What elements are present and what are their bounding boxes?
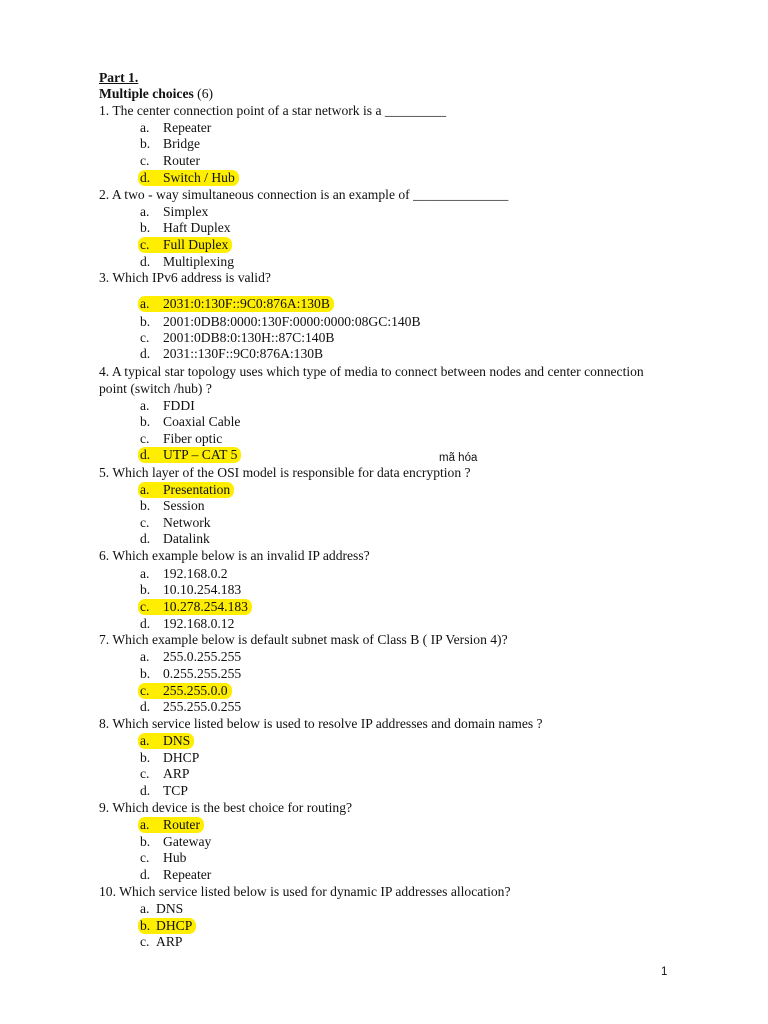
option-letter: b. bbox=[140, 666, 151, 681]
option-7b bbox=[140, 666, 241, 682]
question-10: 10. Which service listed below is used for dynamic IP addresses allocation? bbox=[99, 884, 511, 899]
option-letter: a. bbox=[140, 733, 150, 748]
margin-annotation: mã hóa bbox=[439, 452, 478, 464]
option-5d bbox=[140, 531, 210, 547]
option-text: Hub bbox=[163, 850, 187, 865]
option-text: 255.255.0.0 bbox=[163, 683, 228, 698]
question-4-continued: point (switch /hub) ? bbox=[99, 381, 212, 396]
question-4: 4. A typical star topology uses which type of media to connect between nodes and center connection bbox=[99, 364, 644, 379]
option-text: ARP bbox=[163, 766, 190, 781]
option-letter: b. bbox=[140, 498, 151, 513]
option-text: Repeater bbox=[163, 120, 212, 135]
option-text: DHCP bbox=[156, 918, 193, 933]
option-3a-answer bbox=[138, 296, 334, 312]
option-text: DHCP bbox=[163, 750, 200, 765]
option-10a bbox=[140, 901, 183, 917]
option-text: 2031::130F::9C0:876A:130B bbox=[163, 346, 324, 361]
option-text: Presentation bbox=[163, 482, 231, 497]
option-text: 255.0.255.255 bbox=[163, 649, 242, 664]
option-text: Switch / Hub bbox=[163, 170, 235, 185]
option-text: Simplex bbox=[163, 204, 209, 219]
question-7: 7. Which example below is default subnet mask of Class B ( IP Version 4)? bbox=[99, 632, 508, 647]
option-text: 10.10.254.183 bbox=[163, 582, 242, 597]
question-2: 2. A two - way simultaneous connection is an example of ______________ bbox=[99, 187, 509, 202]
option-9b bbox=[140, 834, 211, 850]
option-letter: c. bbox=[140, 330, 150, 345]
option-letter: b. bbox=[140, 750, 151, 765]
option-text: Repeater bbox=[163, 867, 212, 882]
option-8b bbox=[140, 750, 199, 766]
option-letter: b. bbox=[140, 220, 151, 235]
option-text: Router bbox=[163, 817, 200, 832]
section-heading-bold: Multiple choices bbox=[99, 86, 194, 101]
option-7a bbox=[140, 649, 241, 665]
option-8c bbox=[140, 766, 189, 782]
option-letter: c. bbox=[140, 683, 150, 698]
option-letter: b. bbox=[140, 582, 151, 597]
option-letter: a. bbox=[140, 296, 150, 311]
option-letter: b. bbox=[140, 918, 151, 933]
option-text: 2031:0:130F::9C0:876A:130B bbox=[163, 296, 330, 311]
option-2d bbox=[140, 254, 234, 270]
option-8a-answer bbox=[138, 733, 194, 749]
option-text: ARP bbox=[156, 934, 183, 949]
option-7d bbox=[140, 699, 241, 715]
option-text: 2001:0DB8:0:130H::87C:140B bbox=[163, 330, 335, 345]
option-letter: d. bbox=[140, 699, 151, 714]
option-6b bbox=[140, 582, 241, 598]
question-1: 1. The center connection point of a star network is a _________ bbox=[99, 103, 447, 118]
option-text: Network bbox=[163, 515, 211, 530]
option-9a-answer bbox=[138, 817, 204, 833]
option-2c-answer bbox=[138, 237, 232, 253]
option-letter: a. bbox=[140, 901, 150, 916]
page-number: 1 bbox=[661, 966, 668, 978]
option-text: 255.255.0.255 bbox=[163, 699, 242, 714]
option-text: Full Duplex bbox=[163, 237, 229, 252]
question-6: 6. Which example below is an invalid IP address? bbox=[99, 548, 370, 563]
option-text: FDDI bbox=[163, 398, 195, 413]
option-1d-answer bbox=[138, 170, 239, 186]
option-letter: d. bbox=[140, 447, 151, 462]
option-7c-answer bbox=[138, 683, 232, 699]
option-text: Session bbox=[163, 498, 205, 513]
option-letter: a. bbox=[140, 204, 150, 219]
option-letter: d. bbox=[140, 170, 151, 185]
option-5c bbox=[140, 515, 211, 531]
option-text: Haft Duplex bbox=[163, 220, 231, 235]
option-letter: a. bbox=[140, 120, 150, 135]
option-1a bbox=[140, 120, 211, 136]
option-4b bbox=[140, 414, 240, 430]
option-letter: c. bbox=[140, 515, 150, 530]
option-3c bbox=[140, 330, 334, 346]
option-text: Gateway bbox=[163, 834, 212, 849]
option-letter: a. bbox=[140, 817, 150, 832]
option-letter: a. bbox=[140, 649, 150, 664]
option-letter: c. bbox=[140, 934, 150, 949]
option-text: Fiber optic bbox=[163, 431, 223, 446]
option-8d bbox=[140, 783, 188, 799]
option-letter: d. bbox=[140, 254, 151, 269]
option-4d-answer bbox=[138, 447, 241, 463]
option-2b bbox=[140, 220, 231, 236]
option-text: DNS bbox=[156, 901, 184, 916]
option-text: UTP – CAT 5 bbox=[163, 447, 238, 462]
option-letter: c. bbox=[140, 766, 150, 781]
section-heading bbox=[99, 86, 213, 102]
option-letter: b. bbox=[140, 136, 151, 151]
option-9c bbox=[140, 850, 186, 866]
option-text: Router bbox=[163, 153, 200, 168]
option-letter: b. bbox=[140, 834, 151, 849]
option-letter: c. bbox=[140, 237, 150, 252]
question-5: 5. Which layer of the OSI model is responsible for data encryption ? bbox=[99, 465, 471, 480]
option-6c-answer bbox=[138, 599, 252, 615]
option-5a-answer bbox=[138, 482, 234, 498]
option-letter: a. bbox=[140, 398, 150, 413]
option-text: Datalink bbox=[163, 531, 210, 546]
option-text: TCP bbox=[163, 783, 188, 798]
option-4a bbox=[140, 398, 195, 414]
option-text: 192.168.0.12 bbox=[163, 616, 235, 631]
option-6d bbox=[140, 616, 234, 632]
question-3: 3. Which IPv6 address is valid? bbox=[99, 270, 271, 285]
option-text: Multiplexing bbox=[163, 254, 234, 269]
option-letter: d. bbox=[140, 531, 151, 546]
option-10c bbox=[140, 934, 182, 950]
option-letter: c. bbox=[140, 599, 150, 614]
option-3d bbox=[140, 346, 323, 362]
option-6a bbox=[140, 566, 228, 582]
option-5b bbox=[140, 498, 205, 514]
option-10b-answer bbox=[138, 918, 196, 934]
option-letter: d. bbox=[140, 346, 151, 361]
option-text: 2001:0DB8:0000:130F:0000:0000:08GC:140B bbox=[163, 314, 421, 329]
option-letter: a. bbox=[140, 482, 150, 497]
option-3b bbox=[140, 314, 421, 330]
option-text: DNS bbox=[163, 733, 191, 748]
option-text: Bridge bbox=[163, 136, 200, 151]
option-text: 0.255.255.255 bbox=[163, 666, 242, 681]
option-letter: c. bbox=[140, 153, 150, 168]
option-text: 10.278.254.183 bbox=[163, 599, 248, 614]
part-title: Part 1. bbox=[99, 70, 139, 85]
option-letter: c. bbox=[140, 850, 150, 865]
option-letter: d. bbox=[140, 783, 151, 798]
option-letter: b. bbox=[140, 414, 151, 429]
option-1c bbox=[140, 153, 200, 169]
option-9d bbox=[140, 867, 211, 883]
option-text: 192.168.0.2 bbox=[163, 566, 228, 581]
option-letter: c. bbox=[140, 431, 150, 446]
option-text: Coaxial Cable bbox=[163, 414, 241, 429]
option-letter: d. bbox=[140, 867, 151, 882]
question-8: 8. Which service listed below is used to resolve IP addresses and domain names ? bbox=[99, 716, 543, 731]
option-2a bbox=[140, 204, 208, 220]
option-letter: b. bbox=[140, 314, 151, 329]
option-letter: a. bbox=[140, 566, 150, 581]
section-count: (6) bbox=[193, 86, 214, 101]
option-1b bbox=[140, 136, 200, 152]
option-letter: d. bbox=[140, 616, 151, 631]
question-9: 9. Which device is the best choice for routing? bbox=[99, 800, 353, 815]
option-4c bbox=[140, 431, 222, 447]
